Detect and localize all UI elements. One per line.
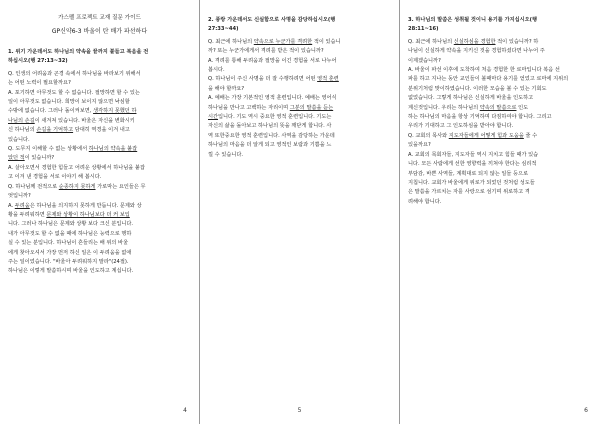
- page-6: [400, 0, 600, 424]
- section-title-line: 28:11~16): [408, 26, 439, 33]
- text-line: 니다. 그러나 하나님은 문제와 상황 보다 크신 분입니다.: [8, 221, 134, 228]
- question-line: Q. 인생의 어려움과 곤경 속에서 하나님을 바라보기 위해서: [8, 70, 141, 77]
- section-title-1: [8, 48, 191, 67]
- plain-text: 은 하나님을 의지하지 못하게 만듭니다. 문제와 상: [29, 202, 142, 209]
- answer-line: A. 살아오면서 경험한 힘들고 어려운 상황에서 하나님을 붙잡: [8, 164, 145, 171]
- underlined-text: 지도자들에게 어떻게 힘과 도움을: [448, 132, 524, 139]
- text-line: 하나님의 마음을 더 알게 되고 영적인 보람과 기쁨을 느: [208, 142, 332, 149]
- plain-text: Q. 도무지 이해할 수 없는 상황에서: [8, 146, 89, 153]
- plain-text: A.: [8, 202, 15, 209]
- text-line: 하나님은 이렇게 말씀하시며 바울을 인도하고 계십니다.: [8, 268, 134, 275]
- plain-text: Q. 교회의 목사와: [408, 132, 449, 139]
- underlined-text: 손길을 기억하고: [36, 127, 74, 134]
- page-number: 5: [297, 407, 302, 414]
- underlined-text: 생각하지 못했던 하: [93, 108, 137, 115]
- answer-line: A. 교회의 목회자들, 지도자들 역시 지치고 힘들 때가 있습: [408, 151, 539, 158]
- text-line: 을 해야 할까요?: [208, 85, 245, 92]
- underlined-text: 두려움: [14, 202, 30, 209]
- text-line: [408, 104, 592, 113]
- plain-text: 는 어떤 노력이 필요할까요?: [8, 80, 71, 87]
- lesson-subtitle: GP신약6-3 바울이 탄 배가 파선하다: [51, 28, 148, 35]
- plain-text: 황을 두려워하면: [8, 211, 47, 218]
- text-line: 까? 또는 누군가에게서 격려를 받은 적이 있습니까?: [208, 48, 324, 55]
- text-line: 내가 아무것도 할 수 없을 때에 하나님은 능력으로 행하: [8, 230, 132, 237]
- answer-line: A. 포기하면 아무것도 할 수 없습니다. 절망하면 할 수 있는: [8, 89, 140, 96]
- plain-text: Q. 최근에 하나님의: [408, 38, 454, 45]
- text-line: 우리가 기대하고 그 인도하심을 받아야 합니다.: [408, 123, 514, 130]
- text-line: 엇입니까?: [8, 193, 31, 200]
- underlined-text: 문제와 상황이 하나님보다 더 커 보입: [46, 211, 130, 218]
- plain-text: 이 새겨져 있습니다. 바울은 자신을 변화시키: [34, 117, 135, 124]
- plain-text: 수밖에 없습니다. 그러나 돌이켜보면,: [8, 108, 94, 115]
- section-title-line: 하십시오(행 27:13~32): [8, 58, 68, 65]
- text-line: [208, 113, 391, 122]
- page-number: 6: [584, 407, 588, 414]
- plain-text: 이 있습니까?: [24, 155, 55, 162]
- question-line: [8, 183, 191, 192]
- question-line: [208, 38, 391, 47]
- question-line: [8, 145, 191, 154]
- plain-text: 적이 있습니까? 하: [495, 38, 539, 45]
- answer-line: A. 격려를 통해 두려움과 절망을 이긴 경험을 서로 나누어: [208, 57, 337, 64]
- text-line: 니다. 모든 사람에게 선한 영향력을 끼쳐야 한다는 심리적: [408, 161, 537, 168]
- section-title-line: 1. 위기 가운데서도 하나님의 약속을 끝까지 붙들고 복음을 전: [8, 49, 149, 55]
- section-title-line: 3. 하나님의 말씀은 성취될 것이니 용기를 가지십시오(행: [408, 17, 538, 23]
- plain-text: Q. 하나님이 주신 사명을 더 잘 수행하려면 어떤: [208, 76, 318, 83]
- qa-block: [208, 38, 391, 160]
- text-line: 없었습니다. 그렇게 하나님은 신실하게 바울을 인도하고: [408, 95, 534, 102]
- page-number: 4: [183, 407, 187, 414]
- plain-text: 인도: [516, 104, 529, 111]
- underlined-text: 시간: [208, 114, 219, 121]
- section-title-2: [208, 16, 391, 35]
- plain-text: 담대히 역경을 이겨 내고: [73, 127, 130, 134]
- answer-line: A. 바울이 파선 이후에 도착하여 처음 경험한 한 로마입니다 복음 선: [408, 67, 560, 74]
- plain-text: 적이 있습니: [312, 38, 341, 45]
- text-line: [208, 104, 391, 113]
- text-line: [8, 154, 191, 163]
- underlined-text: 약속의 말씀으로: [479, 104, 517, 111]
- text-line: [8, 126, 191, 135]
- text-line: 있을까요?: [408, 142, 431, 149]
- underlined-text: 약속으로 누군가를 격려한: [253, 38, 313, 45]
- text-line: 려해야 합니다.: [408, 198, 442, 205]
- section-title-3: [408, 16, 592, 35]
- guide-header: 가스펠 프로젝트 교재 질문 가이드: [58, 15, 141, 21]
- plain-text: 가로막는 요인들은 무: [95, 183, 146, 190]
- plain-text: 신 하나님의: [8, 127, 37, 134]
- answer-line: [8, 202, 191, 211]
- text-line: 일이 아무것도 없습니다. 희망이 보이지 않으면 낙심할: [8, 99, 130, 106]
- plain-text: Q. 최근에 하나님의: [208, 38, 254, 45]
- plain-text: 계신것입니다. 우리는 하나님의: [408, 104, 480, 111]
- text-line: 파를 하고 지나는 동안 교인들이 볼때마다 용기를 얻었고 로마에 지위의: [408, 76, 569, 83]
- text-line: [8, 107, 191, 116]
- text-line: 하는 하나님의 마음을 항상 기억하며 다짐하여야 합니다. 그리고: [408, 114, 552, 121]
- text-line: 이제겠습니까?: [408, 57, 441, 64]
- text-line: 실 수 있는 분입니다. 하나님이 흔들리는 배 위의 바울: [8, 240, 129, 247]
- text-line: 나님이 신실하게 약속을 지키신 것을 경험하셨다면 나누어 주: [408, 48, 545, 55]
- text-line: 고 이겨 낸 경험을 서로 이야기 해 봅시다.: [8, 174, 102, 181]
- text-line: 은 말씀을 가르치는 자를 사랑으로 섬기며 위로하고 격: [408, 189, 530, 196]
- underlined-text: 나님의 손길: [8, 117, 35, 124]
- text-line: 주는 일이었습니다. "바울아 두려워하지 말라"(24절).: [8, 258, 129, 265]
- underlined-text: 하나님의 약속을 붙잡: [88, 146, 138, 153]
- plain-text: Q. 하나님께 전적으로: [8, 183, 59, 190]
- text-line: 낄 수 있습니다.: [208, 151, 244, 158]
- text-line: 에게 찾아오셔서 가장 먼저 하신 일은 이 두려움을 없애: [8, 249, 132, 256]
- answer-line: A. 예배는 가장 기본적인 영적 훈련입니다. 예배는 영어식: [208, 95, 337, 102]
- text-line: 역 또한중요한 영적 훈련입니다. 사역을 감당하는 가운데: [208, 132, 335, 139]
- text-line: [8, 211, 191, 220]
- plain-text: 줄 수: [523, 132, 538, 139]
- underlined-text: 영적 훈련: [317, 76, 339, 83]
- text-line: [8, 79, 191, 88]
- underlined-text: 그분의 말씀을 듣는: [289, 104, 334, 111]
- section-title-line: 27:33~44): [208, 26, 239, 33]
- qa-block: [8, 70, 191, 277]
- underlined-text: 순종하지 못하게: [58, 183, 96, 190]
- text-line: 봅시다.: [208, 67, 225, 74]
- plain-text: 입니다. 기도 역시 중요한 영적 훈련입니다. 기도는: [218, 114, 332, 121]
- plain-text: 하나님을 만나고 고백하는 자리이며: [208, 104, 290, 111]
- section-title-line: 2. 풍랑 가운데서도 신실함으로 사명을 감당하십시오(행: [208, 17, 336, 23]
- qa-block: [408, 38, 592, 207]
- text-line: 자신의 삶을 돌아보고 하나님의 뜻을 깨닫게 합니다. 사: [208, 123, 332, 130]
- text-line: 부담감, 바쁜 사역들, 계획대로 되지 않는 일들 등으로: [408, 170, 529, 177]
- question-line: [408, 38, 592, 47]
- page-5: [200, 0, 400, 424]
- question-line: [208, 75, 391, 84]
- text-line: 지칩니다. 교회가 바울에게 위로가 되었던 것처럼 성도들: [408, 179, 535, 186]
- underlined-text: 신실하심을 경험한: [453, 38, 496, 45]
- page-4: [0, 0, 200, 424]
- text-line: [8, 117, 191, 126]
- underlined-text: 았던 적: [8, 155, 25, 162]
- text-line: 있습니다.: [8, 136, 30, 143]
- question-line: [408, 132, 592, 141]
- text-line: 분위기처럼 맞이하였습니다. 이러한 모습을 볼 수 있는 기회도: [408, 85, 547, 92]
